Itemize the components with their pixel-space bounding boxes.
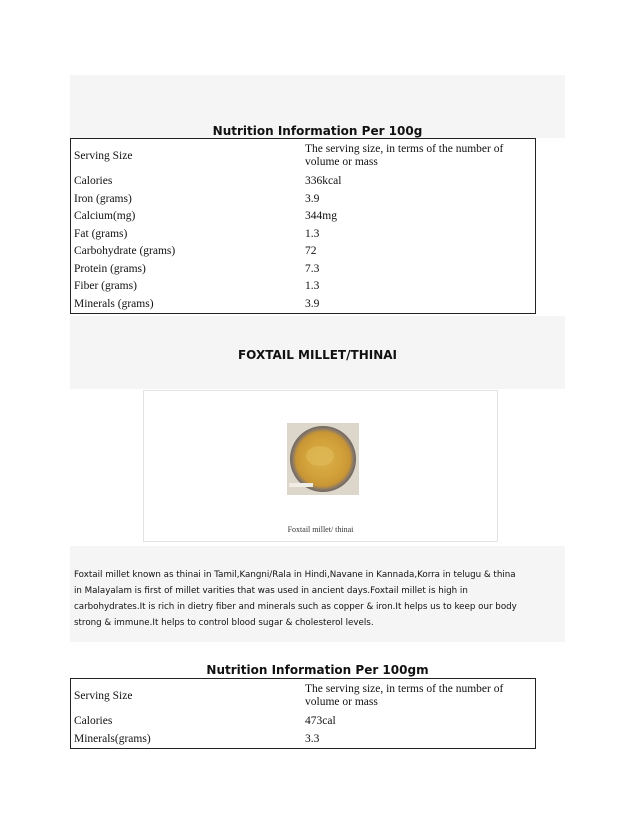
table-row (71, 296, 536, 314)
row-label: Calories (74, 715, 113, 728)
serving-size-label: Serving Size (74, 149, 133, 162)
table-row (71, 173, 536, 191)
image-caption: Foxtail millet/ thinai (287, 525, 354, 534)
row-label: Fiber (grams) (74, 280, 137, 293)
paragraph-line: strong & immune.It helps to control blood sugar & cholesterol levels. (74, 618, 374, 628)
serving-size-desc: The serving size, in terms of the number of volume or mass (305, 683, 504, 708)
table-row (71, 226, 536, 244)
table-row (71, 713, 536, 731)
row-label: Carbohydrate (grams) (74, 245, 176, 258)
description-paragraph (74, 567, 569, 631)
row-label: Calcium(mg) (74, 210, 136, 223)
paragraph-line: Foxtail millet known as thinai in Tamil,Kangni/Rala in Hindi,Navane in Kannada,Korra in telugu & thina (74, 570, 516, 580)
row-value: 72 (305, 245, 317, 258)
nutrition-table-2 (70, 678, 536, 749)
row-label: Calories (74, 175, 113, 188)
nutrition-table-1 (70, 138, 536, 314)
paragraph-line: in Malayalam is first of millet varities that was used in ancient days.Foxtail millet is high in (74, 586, 468, 596)
row-label: Minerals(grams) (74, 732, 151, 745)
row-value: 3.3 (305, 732, 320, 745)
table-row (71, 278, 536, 296)
table1-title: Nutrition Information Per 100g (212, 124, 423, 138)
figure-box (143, 390, 498, 542)
section-title: FOXTAIL MILLET/THINAI (237, 348, 397, 362)
row-value: 3.9 (305, 192, 320, 205)
row-value: 1.3 (305, 227, 320, 240)
row-label: Minerals (grams) (74, 297, 154, 310)
table-row (71, 208, 536, 226)
table-row (71, 731, 536, 749)
row-label: Fat (grams) (74, 227, 128, 240)
table-header-row (71, 679, 536, 714)
foxtail-millet-photo (287, 423, 359, 495)
row-label: Iron (grams) (74, 192, 132, 205)
row-value: 344mg (305, 210, 337, 223)
row-value: 473cal (305, 715, 336, 728)
paragraph-line: carbohydrates.It is rich in dietry fiber and minerals such as copper & iron.It helps us to keep our body (74, 602, 517, 612)
row-value: 3.9 (305, 297, 320, 310)
serving-size-desc: The serving size, in terms of the number of volume or mass (305, 143, 504, 168)
table-header-row (71, 139, 536, 174)
row-value: 336kcal (305, 175, 342, 188)
row-value: 7.3 (305, 262, 320, 275)
table2-title: Nutrition Information Per 100gm (206, 663, 429, 677)
row-value: 1.3 (305, 280, 320, 293)
table-row (71, 191, 536, 209)
row-label: Protein (grams) (74, 262, 146, 275)
serving-size-label: Serving Size (74, 689, 133, 702)
table-row (71, 243, 536, 261)
table-row (71, 261, 536, 279)
